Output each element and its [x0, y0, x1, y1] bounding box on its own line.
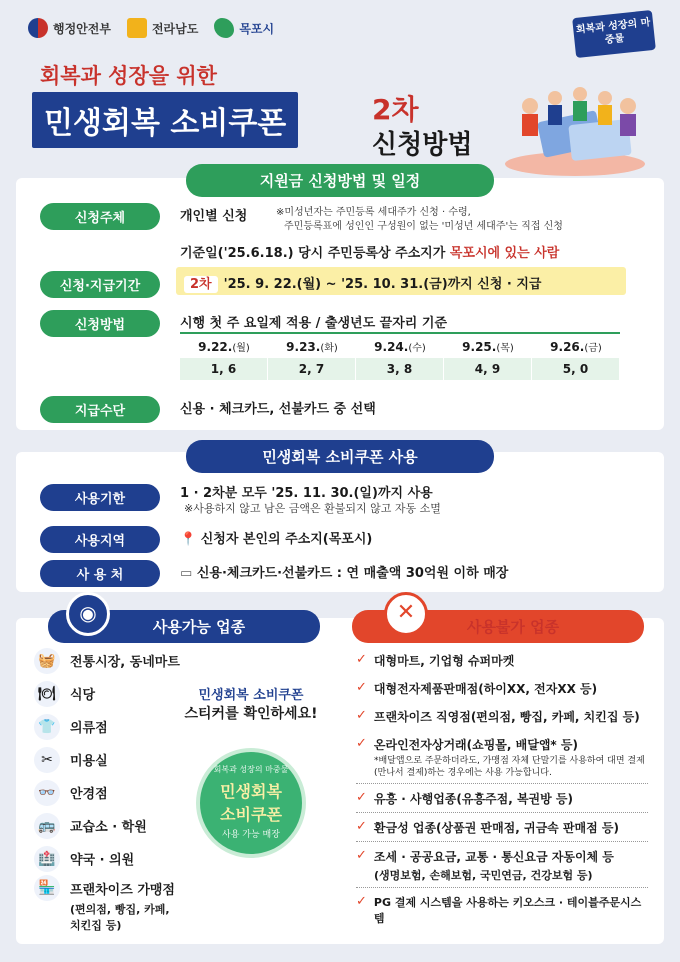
dish-icon: 🍽 — [34, 681, 60, 707]
subject-label: 신청주체 — [40, 203, 160, 230]
glasses-icon: 👓 — [34, 780, 60, 806]
list-item: 🚌 교습소 · 학원 — [34, 809, 184, 842]
list-item: 👕 의류점 — [34, 710, 184, 743]
day-digits: 1, 6 — [180, 358, 268, 380]
page-title: 민생회복 소비쿠폰 — [32, 92, 298, 148]
check-icon: ✓ — [356, 680, 367, 695]
weekday-table — [180, 335, 620, 380]
area-label: 사용지역 — [40, 526, 160, 553]
location-pin-icon: 📍 — [180, 532, 197, 547]
list-item: 🏥 약국 · 의원 — [34, 842, 184, 875]
seal-top: 회복과 성장의 마중물 — [213, 765, 289, 774]
disallowed-heading: 사용불가 업종 — [352, 610, 644, 643]
subtitle: 회복과 성장을 위한 — [40, 64, 217, 88]
method-label: 신청방법 — [40, 310, 160, 337]
mokpo-logo: 목포시 — [214, 18, 274, 38]
day-digits: 3, 8 — [356, 358, 444, 380]
list-item: 🍽 식당 — [34, 677, 184, 710]
day-header: 9.26.(금) — [550, 340, 602, 354]
apply-heading: 지원금 신청방법 및 일정 — [186, 164, 494, 197]
card-icon: ▭ — [180, 566, 193, 581]
title-side: 신청방법 — [372, 130, 473, 160]
area-text: 📍 신청자 본인의 주소지(목포시) — [180, 532, 373, 547]
term-label: 사용기한 — [40, 484, 160, 511]
sticker-line-1: 민생회복 소비쿠폰 — [198, 688, 304, 703]
list-item: 🏪 프랜차이즈 가맹점 — [34, 875, 184, 901]
subject-note-2: 주민등록표에 성인인 구성원이 없는 '미성년 세대주'는 직접 신청 — [284, 221, 563, 232]
check-icon: ✓ — [356, 652, 367, 667]
list-item: ✓ 유흥 · 사행업종(유흥주점, 복권방 등) — [356, 790, 573, 806]
list-item: ✓ 프랜차이즈 직영점(편의점, 빵집, 카페, 치킨집 등) — [356, 708, 640, 724]
list-item: ✓ 환금성 업종(상품권 판매점, 귀금속 판매점 등) — [356, 819, 619, 835]
subject-main: 개인별 신청 — [180, 209, 248, 224]
disallowed-list — [356, 652, 648, 926]
logo-bar — [28, 18, 274, 38]
place-label: 사 용 처 — [40, 560, 160, 587]
place-text: ▭ 신용·체크카드·선불카드 : 연 매출액 30억원 이하 매장 — [180, 566, 509, 581]
check-icon: ✓ — [356, 894, 367, 909]
list-item: ✓ 온라인전자상거래(쇼핑몰, 배달앱* 등) *배달앱으로 주문하더라도, 가맹점 자체 단말기를 사용하여 대면 결제(만나서 결제)하는 경우에는 사용 가능합니다. — [356, 736, 648, 783]
scissors-icon: ✂ — [34, 747, 60, 773]
seal-main-2: 소비쿠폰 — [220, 805, 282, 824]
list-item: ✓ PG 결제 시스템을 사용하는 키오스크 · 테이블주문시스템 — [356, 894, 642, 925]
allowed-list — [34, 644, 184, 933]
list-item: ✓ 대형전자제품판매점(하이XX, 전자XX 등) — [356, 680, 598, 696]
jeonnam-logo: 전라남도 — [127, 18, 198, 38]
day-header: 9.23.(화) — [286, 340, 338, 354]
list-item: ✓ 대형마트, 기업형 슈퍼마켓 — [356, 652, 515, 668]
people-card-illustration — [500, 76, 650, 176]
day-header: 9.24.(수) — [374, 340, 426, 354]
usage-heading: 민생회복 소비쿠폰 사용 — [186, 440, 494, 473]
pay-text: 신용 · 체크카드, 선불카드 중 선택 — [180, 402, 376, 417]
autopay-note: (생명보험, 손해보험, 국민연금, 건강보험 등) — [374, 869, 593, 882]
table-top-line — [180, 332, 620, 334]
allowed-heading: 사용가능 업종 — [48, 610, 320, 643]
hospital-icon: 🏥 — [34, 846, 60, 872]
corner-badge: 회복과 성장의 마중물 — [572, 10, 656, 58]
check-icon: ✓ — [356, 736, 367, 751]
hanger-icon: 👕 — [34, 714, 60, 740]
franchise-sub: (편의점, 빵집, 카페, 치킨집 등) — [70, 903, 170, 932]
seal-main-1: 민생회복 — [220, 782, 282, 801]
day-digits: 2, 7 — [268, 358, 356, 380]
check-icon: ✓ — [356, 790, 367, 805]
title-round: 2차 — [372, 93, 419, 126]
day-digits: 5, 0 — [532, 358, 620, 380]
list-item: 👓 안경점 — [34, 776, 184, 809]
period-label: 신청·지급기간 — [40, 271, 160, 298]
market-basket-icon: 🧺 — [34, 648, 60, 674]
delivery-note: *배달앱으로 주문하더라도, 가맹점 자체 단말기를 사용하여 대면 결제(만나서 결제)하는 경우에는 사용 가능합니다. — [374, 756, 645, 778]
period-value: 2차 '25. 9. 22.(월) ~ '25. 10. 31.(금)까지 신청 · 지급 — [176, 267, 626, 295]
day-header: 9.25.(목) — [462, 340, 514, 354]
method-text: 시행 첫 주 요일제 적용 / 출생년도 끝자리 기준 — [180, 316, 447, 331]
disallowed-x-icon: ✕ — [384, 592, 428, 636]
list-item: ✂ 미용실 — [34, 743, 184, 776]
base-date: 기준일('25.6.18.) 당시 주민등록상 주소지가 목포시에 있는 사람 — [180, 246, 560, 261]
pay-label: 지급수단 — [40, 396, 160, 423]
check-icon: ✓ — [356, 848, 367, 863]
seal-sub: 사용 가능 매장 — [222, 830, 280, 840]
allowed-pin-icon: ◉ — [66, 592, 110, 636]
school-bus-icon: 🚌 — [34, 813, 60, 839]
sticker-notice — [176, 684, 326, 723]
term-text: 1 · 2차분 모두 '25. 11. 30.(일)까지 사용 — [180, 486, 433, 501]
sticker-line-2: 스티커를 확인하세요! — [184, 706, 318, 722]
store-icon: 🏪 — [34, 875, 60, 901]
day-digits: 4, 9 — [444, 358, 532, 380]
term-note: ※사용하지 않고 남은 금액은 환불되지 않고 자동 소멸 — [184, 502, 441, 515]
day-header: 9.22.(월) — [198, 340, 250, 354]
subject-note-1: ※미성년자는 주민등록 세대주가 신청 · 수령, — [276, 207, 471, 218]
check-icon: ✓ — [356, 708, 367, 723]
list-item: 🧺 전통시장, 동네마트 — [34, 644, 184, 677]
moi-logo: 행정안전부 — [28, 18, 111, 38]
list-item: ✓ 조세 · 공공요금, 교통 · 통신요금 자동이체 등 (생명보험, 손해보험, 국민연금, 건강보험 등) — [356, 848, 614, 882]
store-sticker-seal — [196, 748, 306, 858]
check-icon: ✓ — [356, 819, 367, 834]
